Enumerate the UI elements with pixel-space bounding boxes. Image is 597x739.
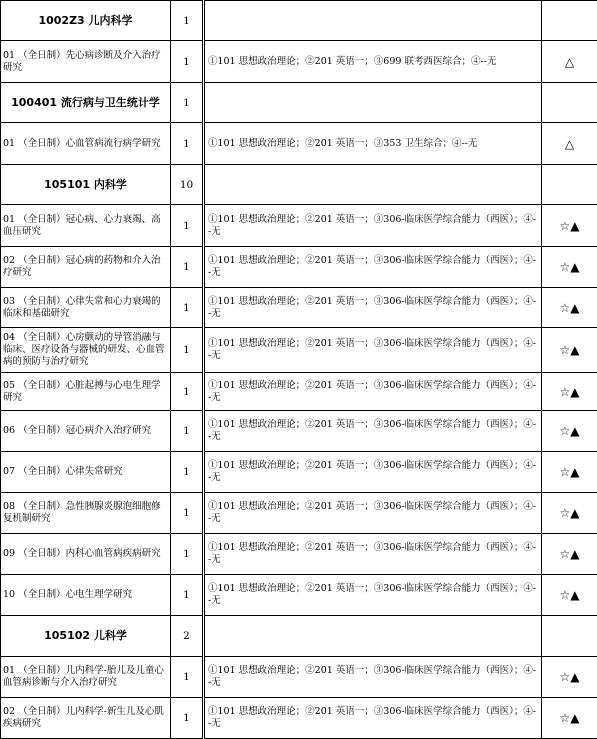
research-direction-row bbox=[1, 534, 597, 575]
exam-subjects: ①101 思想政治理论；②201 英语一；③306-临床医学综合能力（西医）；④--无 bbox=[204, 411, 542, 452]
major-name: 105101 内科学 bbox=[1, 165, 171, 205]
note-mark: ☆▲ bbox=[542, 411, 597, 452]
research-direction-row bbox=[1, 575, 597, 616]
enrollment-count: 1 bbox=[171, 575, 204, 616]
research-direction-row bbox=[1, 328, 597, 373]
note-mark bbox=[542, 83, 597, 123]
note-mark bbox=[542, 165, 597, 205]
table-body bbox=[1, 1, 597, 739]
note-mark: ☆▲ bbox=[542, 288, 597, 328]
direction-name: 10 （全日制）心电生理学研究 bbox=[1, 575, 171, 616]
note-mark: ☆▲ bbox=[542, 657, 597, 698]
major-header-row bbox=[1, 616, 597, 657]
exam-subjects: ①101 思想政治理论；②201 英语一；③306-临床医学综合能力（西医）；④--无 bbox=[204, 247, 542, 288]
note-mark: △ bbox=[542, 123, 597, 165]
exam-subjects: ①101 思想政治理论；②201 英语一；③306-临床医学综合能力（西医）；④--无 bbox=[204, 575, 542, 616]
enrollment-count: 1 bbox=[171, 288, 204, 328]
exam-subjects: ①101 思想政治理论；②201 英语一；③306-临床医学综合能力（西医）；④--无 bbox=[204, 328, 542, 373]
exam-subjects: ①101 思想政治理论；②201 英语一；③306-临床医学综合能力（西医）；④--无 bbox=[204, 205, 542, 247]
direction-name: 01 （全日制）心血管病流行病学研究 bbox=[1, 123, 171, 165]
enrollment-count: 1 bbox=[171, 205, 204, 247]
research-direction-row bbox=[1, 452, 597, 493]
enrollment-count: 1 bbox=[171, 493, 204, 534]
enrollment-count: 2 bbox=[171, 616, 204, 657]
exam-subjects: ①101 思想政治理论；②201 英语一；③306-临床医学综合能力（西医）；④--无 bbox=[204, 698, 542, 739]
enrollment-count: 1 bbox=[171, 411, 204, 452]
note-mark: ☆▲ bbox=[542, 373, 597, 411]
note-mark: ☆▲ bbox=[542, 575, 597, 616]
note-mark: △ bbox=[542, 41, 597, 83]
note-mark: ☆▲ bbox=[542, 205, 597, 247]
enrollment-count: 1 bbox=[171, 83, 204, 123]
research-direction-row bbox=[1, 411, 597, 452]
enrollment-count: 1 bbox=[171, 657, 204, 698]
exam-subjects bbox=[204, 83, 542, 123]
major-name: 1002Z3 儿内科学 bbox=[1, 1, 171, 41]
note-mark bbox=[542, 616, 597, 657]
research-direction-row bbox=[1, 288, 597, 328]
research-direction-row bbox=[1, 657, 597, 698]
enrollment-count: 1 bbox=[171, 452, 204, 493]
note-mark: ☆▲ bbox=[542, 534, 597, 575]
note-mark: ☆▲ bbox=[542, 328, 597, 373]
enrollment-count: 1 bbox=[171, 123, 204, 165]
direction-name: 04 （全日制）心房颤动的导管消融与临床、医疗设备与器械的研发、心血管病的预防与治疗研究 bbox=[1, 328, 171, 373]
direction-name: 01 （全日制）先心病诊断及介入治疗研究 bbox=[1, 41, 171, 83]
direction-name: 01 （全日制）儿内科学-胎儿及儿童心血管病诊断与介入治疗研究 bbox=[1, 657, 171, 698]
enrollment-count: 1 bbox=[171, 698, 204, 739]
enrollment-count: 1 bbox=[171, 1, 204, 41]
note-mark: ☆▲ bbox=[542, 247, 597, 288]
research-direction-row bbox=[1, 373, 597, 411]
direction-name: 03 （全日制）心律失常和心力衰竭的临床和基础研究 bbox=[1, 288, 171, 328]
exam-subjects: ①101 思想政治理论；②201 英语一；③353 卫生综合；④--无 bbox=[204, 123, 542, 165]
research-direction-row bbox=[1, 41, 597, 83]
major-header-row bbox=[1, 1, 597, 41]
exam-subjects bbox=[204, 165, 542, 205]
exam-subjects bbox=[204, 616, 542, 657]
direction-name: 02 （全日制）冠心病的药物和介入治疗研究 bbox=[1, 247, 171, 288]
enrollment-count: 10 bbox=[171, 165, 204, 205]
enrollment-count: 1 bbox=[171, 373, 204, 411]
major-header-row bbox=[1, 83, 597, 123]
exam-subjects: ①101 思想政治理论；②201 英语一；③699 联考西医综合；④--无 bbox=[204, 41, 542, 83]
research-direction-row bbox=[1, 698, 597, 739]
direction-name: 06 （全日制）冠心病介入治疗研究 bbox=[1, 411, 171, 452]
direction-name: 02 （全日制）儿内科学-新生儿及心肌疾病研究 bbox=[1, 698, 171, 739]
note-mark: ☆▲ bbox=[542, 493, 597, 534]
note-mark: ☆▲ bbox=[542, 452, 597, 493]
direction-name: 09 （全日制）内科心血管病疾病研究 bbox=[1, 534, 171, 575]
exam-subjects: ①101 思想政治理论；②201 英语一；③306-临床医学综合能力（西医）；④--无 bbox=[204, 373, 542, 411]
exam-subjects: ①101 思想政治理论；②201 英语一；③306-临床医学综合能力（西医）；④--无 bbox=[204, 657, 542, 698]
direction-name: 08 （全日制）急性胰腺炎腺泡细胞修复机制研究 bbox=[1, 493, 171, 534]
major-name: 100401 流行病与卫生统计学 bbox=[1, 83, 171, 123]
enrollment-count: 1 bbox=[171, 534, 204, 575]
enrollment-count: 1 bbox=[171, 41, 204, 83]
exam-subjects: ①101 思想政治理论；②201 英语一；③306-临床医学综合能力（西医）；④--无 bbox=[204, 452, 542, 493]
research-direction-row bbox=[1, 493, 597, 534]
note-mark: ☆▲ bbox=[542, 698, 597, 739]
research-direction-row bbox=[1, 123, 597, 165]
exam-subjects: ①101 思想政治理论；②201 英语一；③306-临床医学综合能力（西医）；④--无 bbox=[204, 534, 542, 575]
exam-subjects: ①101 思想政治理论；②201 英语一；③306-临床医学综合能力（西医）；④--无 bbox=[204, 288, 542, 328]
direction-name: 07 （全日制）心律失常研究 bbox=[1, 452, 171, 493]
major-header-row bbox=[1, 165, 597, 205]
direction-name: 01 （全日制）冠心病、心力衰竭、高血压研究 bbox=[1, 205, 171, 247]
exam-subjects bbox=[204, 1, 542, 41]
enrollment-count: 1 bbox=[171, 328, 204, 373]
research-direction-row bbox=[1, 205, 597, 247]
major-name: 105102 儿科学 bbox=[1, 616, 171, 657]
enrollment-count: 1 bbox=[171, 247, 204, 288]
exam-subjects: ①101 思想政治理论；②201 英语一；③306-临床医学综合能力（西医）；④--无 bbox=[204, 493, 542, 534]
research-direction-row bbox=[1, 247, 597, 288]
note-mark bbox=[542, 1, 597, 41]
direction-name: 05 （全日制）心脏起搏与心电生理学研究 bbox=[1, 373, 171, 411]
